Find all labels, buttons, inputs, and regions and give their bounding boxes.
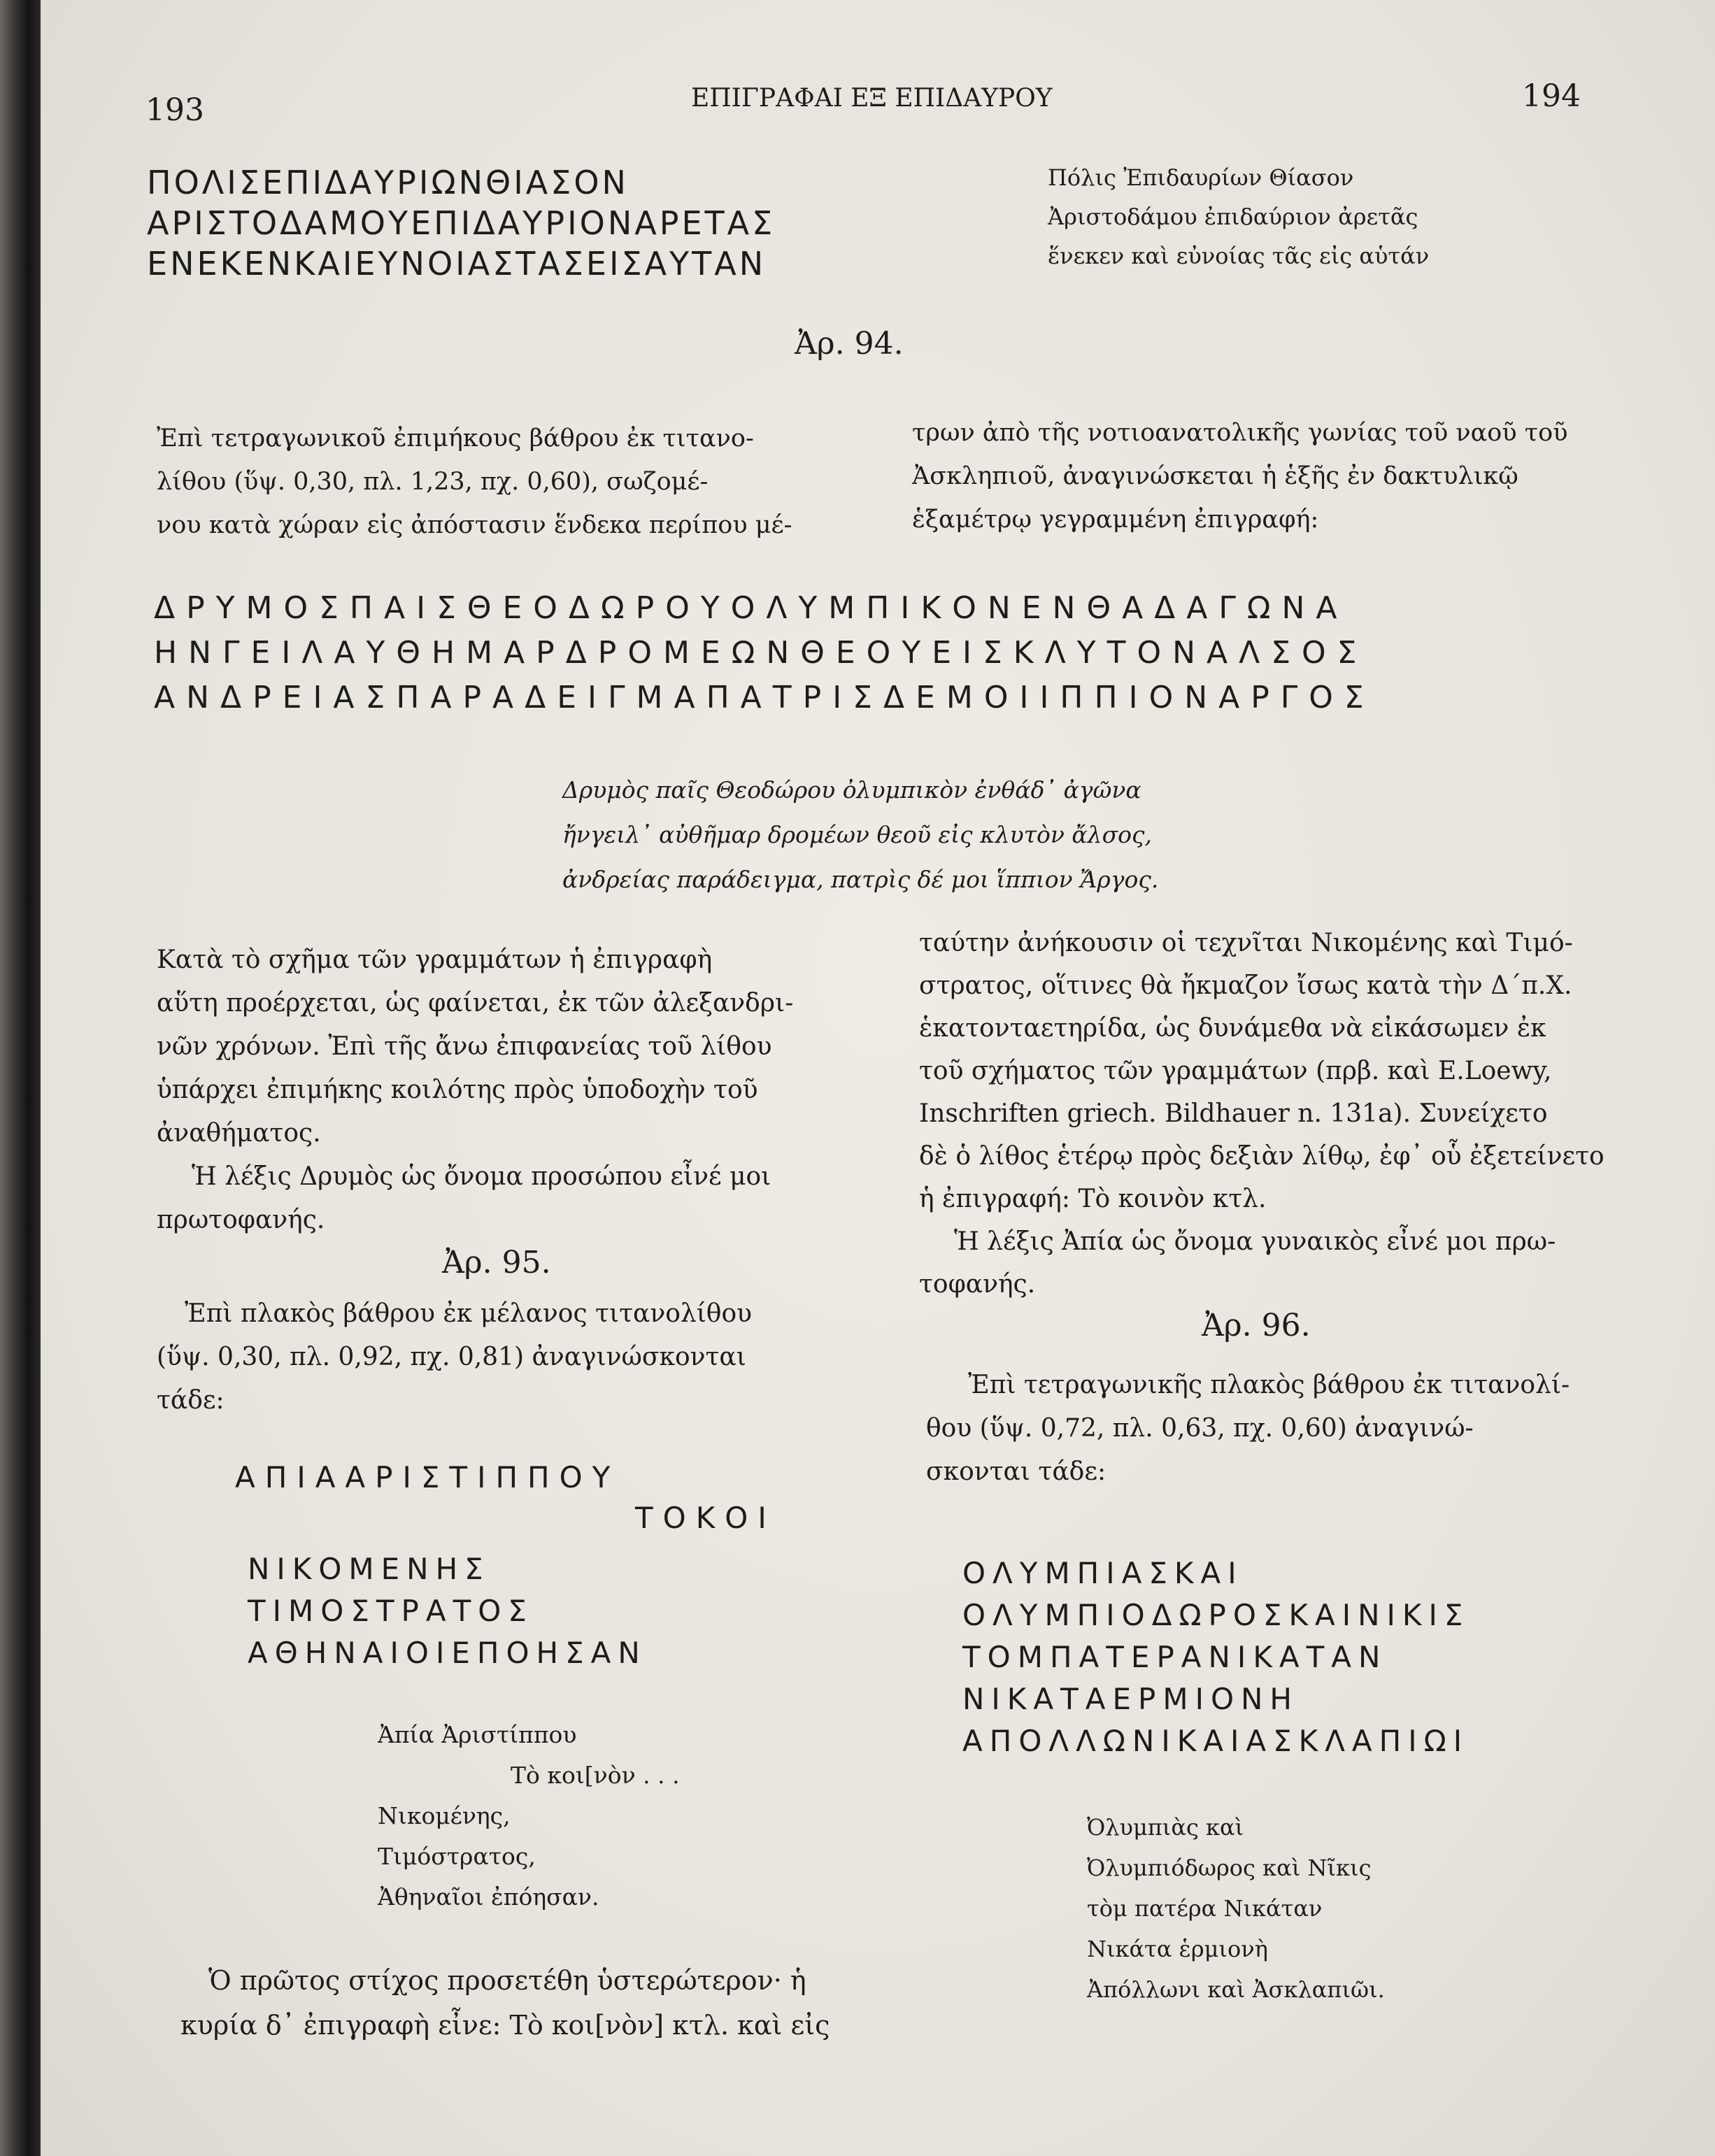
text-line: Κατὰ τὸ σχῆμα τῶν γραμμάτων ἡ ἐπιγραφὴ	[157, 945, 713, 974]
transcription-line: Ἀπόλλωνι καὶ Ἀσκλαπιῶι.	[1087, 1976, 1385, 2003]
text-line: αὕτη προέρχεται, ὡς φαίνεται, ἐκ τῶν ἀλεξανδρι-	[157, 989, 794, 1018]
capital-line: ΝΙΚΑΤΑΕΡΜΙΟΝΗ	[962, 1682, 1300, 1716]
text-line: τοῦ σχήματος τῶν γραμμάτων (πρβ. καὶ E.Loewy,	[919, 1057, 1552, 1085]
inscription-96-description	[926, 1364, 1570, 1494]
text-line: δὲ ὁ λίθος ἑτέρῳ πρὸς δεξιὰν λίθῳ, ἐφ᾽ οὗ ἐξετείνετο	[919, 1142, 1604, 1171]
transcription-line: ἤνγειλ᾽ αὐθῆμαρ δρομέων θεοῦ εἰς κλυτὸν ἄλσος,	[562, 821, 1152, 848]
text-line: ἡ ἐπιγραφή: Τὸ κοινὸν κτλ.	[919, 1185, 1267, 1213]
text-line: Ὁ πρῶτος στίχος προσετέθη ὑστερώτερον· ἡ	[208, 1965, 806, 1996]
inscription-95-commentary-bottom	[180, 1958, 830, 2048]
capital-line: ΠΟΛΙΣΕΠΙΔΑΥΡΙΩΝΘΙΑΣΟΝ	[147, 164, 629, 201]
running-title: ΕΠΙΓΡΑΦΑΙ ΕΞ ΕΠΙΔΑΥΡΟΥ	[691, 84, 1053, 113]
text-line: ἑξαμέτρῳ γεγραμμένη ἐπιγραφή:	[912, 506, 1319, 534]
transcription-line: Ἀπία Ἀριστίππου	[378, 1721, 577, 1748]
text-line: Ἡ λέξις Δρυμὸς ὡς ὄνομα προσώπου εἶνέ μοι	[192, 1162, 771, 1191]
text-line: Ἐπὶ τετραγωνικοῦ ἐπιμήκους βάθρου ἐκ τιτανο-	[157, 424, 754, 452]
transcription-line: Νικάτα ἑρμιονὴ	[1087, 1936, 1268, 1962]
capital-line: ΝΙΚΟΜΕΝΗΣ	[248, 1552, 490, 1586]
transcription-line: Ὀλυμπιὰς καὶ	[1087, 1814, 1244, 1841]
text-line: ὑπάρχει ἐπιμήκης κοιλότης πρὸς ὑποδοχὴν τοῦ	[157, 1076, 758, 1104]
inscription-96-capitals	[962, 1552, 1470, 1762]
inscription-94-commentary	[157, 938, 793, 1242]
capital-line: ΤΙΜΟΣΤΡΑΤΟΣ	[248, 1594, 534, 1628]
inscription-94-number: Ἀρ. 94.	[795, 326, 904, 362]
capital-line: ΟΛΥΜΠΙΟΔΩΡΟΣΚΑΙΝΙΚΙΣ	[962, 1598, 1470, 1632]
transcription-line: ἕνεκεν καὶ εὐνοίας τᾶς εἰς αὑτάν	[1048, 243, 1430, 269]
page-number-right: 194	[1522, 78, 1581, 114]
transcription-line: Ἀθηναῖοι ἐπόησαν.	[378, 1883, 599, 1911]
transcription-line: ἀνδρείας παράδειγμα, πατρὶς δέ μοι ἵππιον Ἄργος.	[562, 866, 1159, 893]
inscription-95-transcription	[378, 1715, 680, 1918]
text-line: τάδε:	[157, 1386, 225, 1415]
inscription-95-description	[157, 1292, 753, 1422]
inscription-94-description-left	[157, 417, 792, 547]
capital-line: ΤΟΜΠΑΤΕΡΑΝΙΚΑΤΑΝ	[962, 1640, 1388, 1674]
capital-line: ΑΝΔΡΕΙΑΣΠΑΡΑΔΕΙΓΜΑΠΑΤΡΙΣΔΕΜΟΙΙΠΠΙΟΝΑΡΓΟΣ	[154, 680, 1375, 715]
inscription-96-number: Ἀρ. 96.	[1202, 1308, 1311, 1343]
inscription-95-number: Ἀρ. 95.	[442, 1245, 551, 1280]
text-line: Ἐπὶ τετραγωνικῆς πλακὸς βάθρου ἐκ τιτανολί-	[968, 1371, 1570, 1399]
text-line: κυρία δ᾽ ἐπιγραφὴ εἶνε: Τὸ κοι[νὸν] κτλ. καὶ εἰς	[180, 2010, 830, 2041]
text-line: Inschriften griech. Bildhauer n. 131a). Συνείχετο	[919, 1099, 1548, 1128]
transcription-line: Ἀριστοδάμου ἐπιδαύριον ἀρετᾶς	[1048, 204, 1418, 230]
text-line: τρων ἀπὸ τῆς νοτιοανατολικῆς γωνίας τοῦ ναοῦ τοῦ	[912, 419, 1568, 447]
text-line: λίθου (ὕψ. 0,30, πλ. 1,23, πχ. 0,60), σωζομέ-	[157, 468, 709, 496]
transcription-line: Πόλις Ἐπιδαυρίων Θίασον	[1048, 164, 1354, 191]
transcription-line: Τιμόστρατος,	[378, 1843, 536, 1870]
text-line: πρωτοφανής.	[157, 1206, 325, 1234]
transcription-line: τὸμ πατέρα Νικάταν	[1087, 1895, 1323, 1922]
text-line: Ἡ λέξις Ἀπία ὡς ὄνομα γυναικὸς εἶνέ μοι πρω-	[954, 1227, 1556, 1256]
transcription-line: Τὸ κοι[νὸν . . .	[511, 1762, 680, 1789]
text-line: Ἀσκληπιοῦ, ἀναγινώσκεται ἡ ἑξῆς ἐν δακτυλικῷ	[912, 462, 1518, 490]
capital-line: ΕΝΕΚΕΝΚΑΙΕΥΝΟΙΑΣΤΑΣΕΙΣΑΥΤΑΝ	[147, 245, 767, 283]
inscription-95-capitals	[248, 1548, 647, 1674]
inscription-93-transcription	[1048, 158, 1429, 276]
page	[41, 0, 1715, 2156]
text-line: Ἐπὶ πλακὸς βάθρου ἐκ μέλανος τιτανολίθου	[185, 1299, 753, 1328]
inscription-95-capital-line-1: ΑΠΙΑΑΡΙΣΤΙΠΠΟΥ	[235, 1460, 620, 1494]
text-line: ἀναθήματος.	[157, 1119, 321, 1148]
capital-line: ΑΡΙΣΤΟΔΑΜΟΥΕΠΙΔΑΥΡΙΟΝΑΡΕΤΑΣ	[147, 204, 776, 242]
inscription-94-description-right	[912, 411, 1568, 541]
capital-line: ΟΛΥΜΠΙΑΣΚΑΙ	[962, 1556, 1244, 1590]
text-line: (ὕψ. 0,30, πλ. 0,92, πχ. 0,81) ἀναγινώσκονται	[157, 1343, 746, 1371]
inscription-94-capitals	[154, 586, 1375, 720]
inscription-94-transcription	[562, 768, 1158, 902]
inscription-96-transcription	[1087, 1807, 1385, 2010]
transcription-line: Δρυμὸς παῖς Θεοδώρου ὀλυμπικὸν ἐνθάδ᾽ ἀγῶνα	[562, 776, 1141, 804]
text-line: τοφανής.	[919, 1270, 1036, 1299]
capital-line: ΑΠΟΛΛΩΝΙΚΑΙΑΣΚΛΑΠΙΩΙ	[962, 1724, 1470, 1758]
text-line: θου (ὕψ. 0,72, πλ. 0,63, πχ. 0,60) ἀναγινώ-	[926, 1414, 1474, 1443]
inscription-93-capitals	[147, 162, 775, 284]
text-line: νου κατὰ χώραν εἰς ἀπόστασιν ἕνδεκα περίπου μέ-	[157, 511, 792, 539]
text-line: στρατος, οἵτινες θὰ ἤκμαζον ἴσως κατὰ τὴν Δ´π.Χ.	[919, 971, 1572, 1000]
capital-line: ΑΘΗΝΑΙΟΙΕΠΟΗΣΑΝ	[248, 1636, 647, 1670]
inscription-95-capital-line-2: ΤΟΚΟΙ	[635, 1501, 776, 1535]
capital-line: ΔΡΥΜΟΣΠΑΙΣΘΕΟΔΩΡΟΥΟΛΥΜΠΙΚΟΝΕΝΘΑΔΑΓΩΝΑ	[154, 590, 1348, 626]
capital-line: ΗΝΓΕΙΛΑΥΘΗΜΑΡΔΡΟΜΕΩΝΘΕΟΥΕΙΣΚΛΥΤΟΝΑΛΣΟΣ	[154, 635, 1368, 671]
text-line: νῶν χρόνων. Ἐπὶ τῆς ἄνω ἐπιφανείας τοῦ λίθου	[157, 1032, 772, 1061]
inscription-95-commentary-right	[919, 922, 1604, 1306]
text-line: ἑκατονταετηρίδα, ὡς δυνάμεθα νὰ εἰκάσωμεν ἐκ	[919, 1014, 1546, 1043]
text-line: ταύτην ἀνήκουσιν οἱ τεχνῖται Νικομένης καὶ Τιμό-	[919, 929, 1573, 957]
text-line: σκονται τάδε:	[926, 1457, 1106, 1486]
transcription-line: Νικομένης,	[378, 1802, 511, 1829]
transcription-line: Ὀλυμπιόδωρος καὶ Νῖκις	[1087, 1855, 1372, 1881]
page-number-left: 193	[145, 92, 204, 128]
book-spine-shadow	[0, 0, 41, 2156]
